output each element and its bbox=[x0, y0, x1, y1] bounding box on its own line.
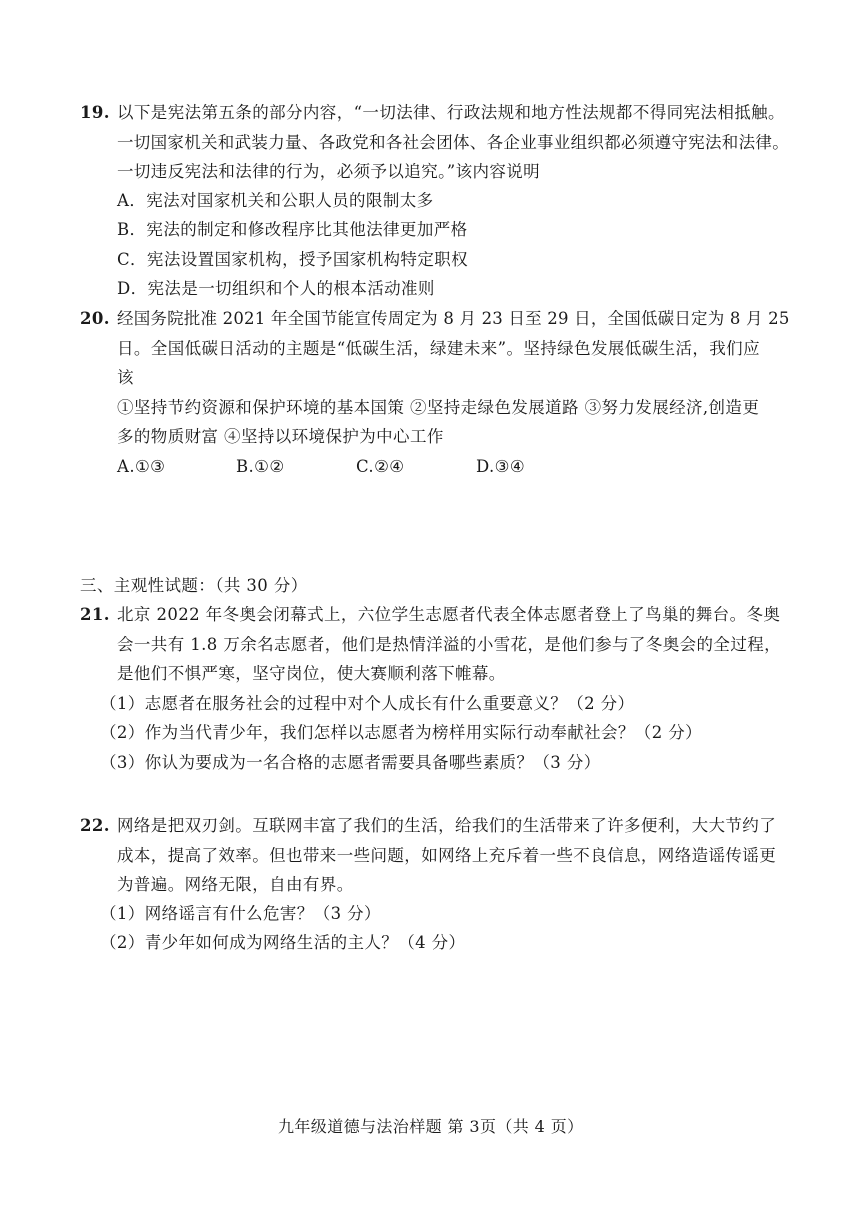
question-text-line: 一切违反宪法和法律的行为，必须予以追究。”该内容说明 bbox=[117, 162, 541, 181]
sub-question-1: （1）网络谣言有什么危害？（3 分） bbox=[100, 904, 381, 923]
option-a: A．宪法对国家机关和公职人员的限制太多 bbox=[117, 191, 434, 210]
question-text-line: 经国务院批准 2021 年全国节能宣传周定为 8 月 23 日至 29 日，全国低碳日定为 8 月 25 bbox=[117, 309, 790, 328]
question-number: 21. bbox=[80, 605, 110, 624]
section-heading: 三、主观性试题：（共 30 分） bbox=[80, 576, 308, 595]
question-text-line: 成本，提高了效率。但也带来一些问题，如网络上充斥着一些不良信息，网络造谣传谣更 bbox=[117, 846, 777, 865]
option-c: C．宪法设置国家机构，授予国家机构特定职权 bbox=[117, 250, 469, 269]
option-b: B．宪法的制定和修改程序比其他法律更加严格 bbox=[117, 220, 468, 239]
option-c: C.②④ bbox=[356, 457, 405, 476]
question-text-line: 为普遍。网络无限，自由有界。 bbox=[117, 875, 354, 894]
question-text-line: 以下是宪法第五条的部分内容，“一切法律、行政法规和地方性法规都不得同宪法相抵触。 bbox=[117, 103, 785, 122]
sub-question-3: （3）你认为要成为一名合格的志愿者需要具备哪些素质？（3 分） bbox=[100, 753, 601, 772]
option-d: D．宪法是一切组织和个人的根本活动准则 bbox=[117, 279, 435, 298]
sub-question-2: （2）作为当代青少年，我们怎样以志愿者为榜样用实际行动奉献社会？（2 分） bbox=[100, 723, 703, 742]
question-text-line: 网络是把双刃剑。互联网丰富了我们的生活，给我们的生活带来了许多便利，大大节约了 bbox=[117, 816, 777, 835]
option-b: B.①② bbox=[236, 457, 285, 476]
question-number: 22. bbox=[80, 816, 110, 835]
sub-question-1: （1）志愿者在服务社会的过程中对个人成长有什么重要意义？（2 分） bbox=[100, 694, 635, 713]
question-number: 19. bbox=[80, 103, 110, 122]
sub-question-2: （2）青少年如何成为网络生活的主人？（4 分） bbox=[100, 933, 466, 952]
option-a: A.①③ bbox=[117, 457, 166, 476]
page-footer: 九年级道德与法治样题 第 3页（共 4 页） bbox=[278, 1117, 584, 1136]
question-text-line: 是他们不惧严寒，坚守岗位，使大赛顺利落下帷幕。 bbox=[117, 664, 506, 683]
question-text-line: 一切国家机关和武装力量、各政党和各社会团体、各企业事业组织都必须遵守宪法和法律。 bbox=[117, 133, 789, 152]
question-number: 20. bbox=[80, 309, 110, 328]
statement-line: ①坚持节约资源和保护环境的基本国策 ②坚持走绿色发展道路 ③努力发展经济,创造更 bbox=[117, 398, 760, 417]
question-text-line: 日。全国低碳日活动的主题是“低碳生活，绿建未来”。坚持绿色发展低碳生活，我们应 bbox=[117, 339, 760, 358]
question-text-line: 北京 2022 年冬奥会闭幕式上，六位学生志愿者代表全体志愿者登上了鸟巢的舞台。冬奥 bbox=[117, 605, 781, 624]
question-text-line: 会一共有 1.8 万余名志愿者，他们是热情洋溢的小雪花，是他们参与了冬奥会的全过程， bbox=[117, 635, 782, 654]
option-d: D.③④ bbox=[476, 457, 526, 476]
statement-line: 多的物质财富 ④坚持以环境保护为中心工作 bbox=[117, 427, 444, 446]
question-text-line: 该 bbox=[117, 368, 134, 387]
